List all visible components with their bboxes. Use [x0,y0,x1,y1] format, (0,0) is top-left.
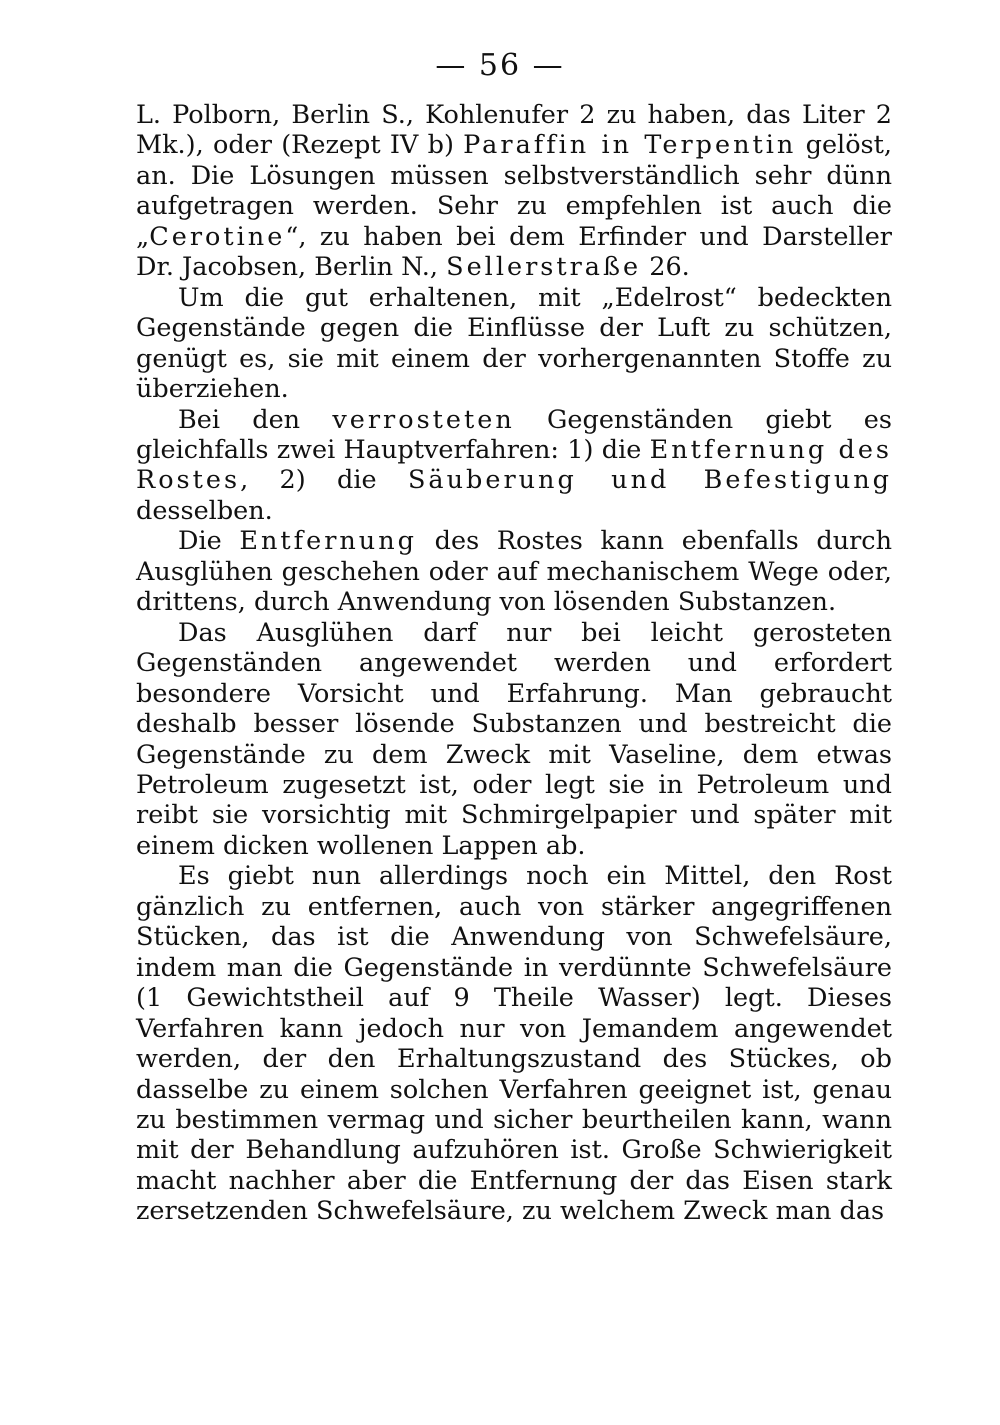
text-segment: 26. [641,252,690,283]
text-segment: Bei den [178,404,333,435]
text-segment: “, zu haben bei dem Erfinder und Darsteller Dr. Jacobsen, Berlin N., [136,221,892,283]
paragraph-3 [136,405,892,527]
emphasized-text: Cerotine [149,221,286,252]
paragraph-2 [136,283,892,405]
text-segment: gelöst, an. Die Lösungen müssen selbstverständlich sehr dünn aufgetragen werden. Sehr zu empfehlen ist auch die „ [136,130,893,252]
text-segment: Um die gut erhaltenen, mit „Edelrost“ bedeckten Gegenstände gegen die Einflüsse der Luft zu schützen, genügt es, sie mit einem der vorhergenannten Stoffe zu überziehen. [136,282,892,405]
text-segment: desselben. [136,495,273,526]
body-text [136,100,892,1227]
text-segment: , 2) die [240,465,408,496]
page-number: — 56 — [435,48,565,83]
text-segment: Gegenständen giebt es gleichfalls zwei Hauptverfahren: 1) die [136,404,892,465]
text-segment: Die [178,526,240,557]
emphasized-text: Entfernung [239,526,417,557]
paragraph-4 [136,526,892,617]
text-segment: Es giebt nun allerdings noch ein Mittel, den Rost gänzlich zu entfernen, auch von stärker angegriffenen Stücken, das ist die Anwendung von Schwefelsäure, indem man die Gegenstände in verdünnte Schwefelsäure (1 Gewichtstheil auf 9 Theile Wasser) legt. Dieses Verfahren kann jedoch nur von Jemandem angewendet werden, der den Erhaltungszustand des Stückes, ob dasselbe zu einem solchen Verfahren geeignet ist, genau zu bestimmen vermag und sicher beurtheilen kann, wann mit der Behandlung aufzuhören ist. Große Schwierigkeit macht nachher aber die Entfernung der das Eisen stark zersetzenden Schwefelsäure, zu welchem Zweck man das [136,861,892,1227]
emphasized-text: verrosteten [332,404,515,435]
emphasized-text: Paraffin in Terpentin [463,130,797,161]
paragraph-5 [136,618,892,862]
emphasized-text: Säuberung und Befestigung [407,465,892,496]
text-segment: des Rostes kann ebenfalls durch Ausglühen geschehen oder auf mechanischem Wege oder, drittens, durch Anwendung von lösenden Substanzen. [136,526,893,618]
paragraph-6 [136,861,892,1226]
emphasized-text: Entfernung des Rostes [136,434,893,496]
text-segment: L. Polborn, Berlin S., Kohlenufer 2 zu haben, das Liter 2 Mk.), oder (Rezept IV b) [136,100,892,161]
paragraph-1 [136,100,892,283]
emphasized-text: Sellerstraße [446,252,642,283]
text-segment: Das Ausglühen darf nur bei leicht gerosteten Gegenständen angewendet werden und erfordert besondere Vorsicht und Erfahrung. Man gebraucht deshalb besser lösende Substanzen und bestreicht die Gegenstände zu dem Zweck mit Vaseline, dem etwas Petroleum zugesetzt ist, oder legt sie in Petroleum und reibt sie vorsichtig mit Schmirgelpapier und später mit einem dicken wollenen Lappen ab. [136,617,892,861]
